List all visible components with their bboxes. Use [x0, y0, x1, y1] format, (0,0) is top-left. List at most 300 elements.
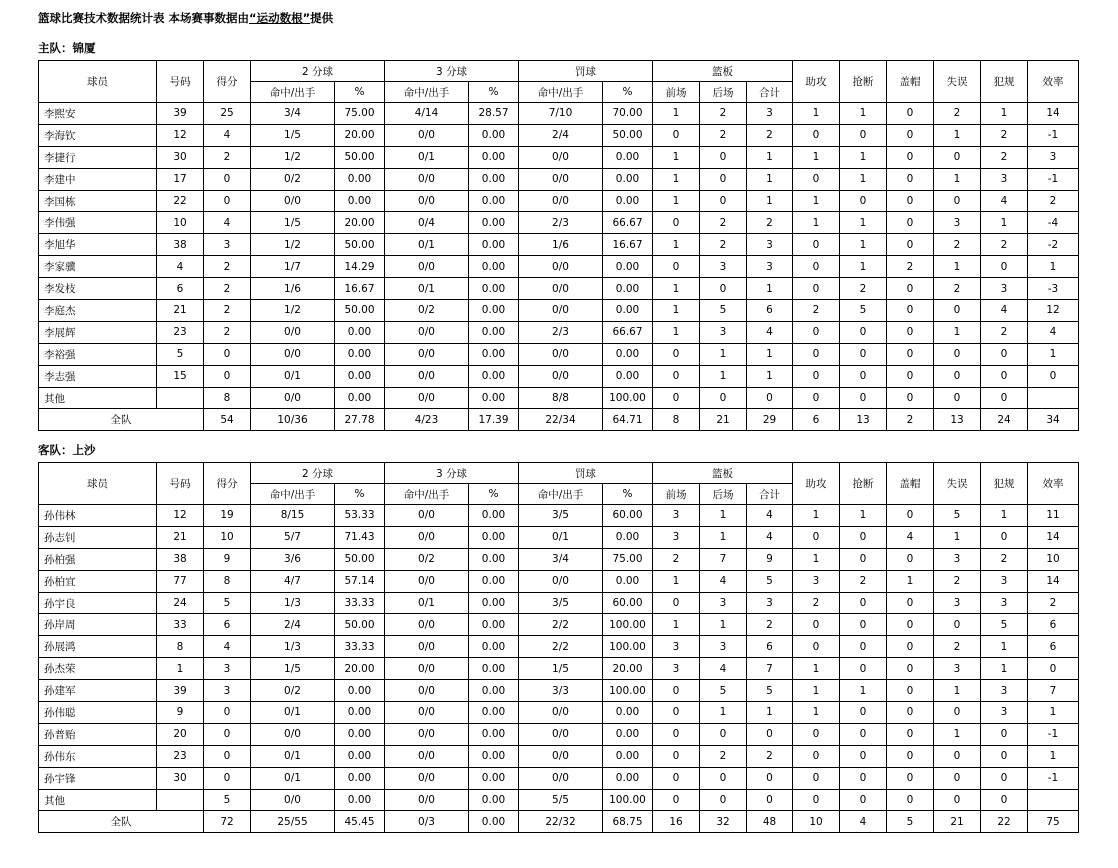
cell-number: 22 [157, 190, 204, 212]
cell-turnovers: 1 [934, 256, 981, 278]
cell-fouls: 4 [981, 300, 1028, 322]
cell-turnovers: 0 [934, 300, 981, 322]
cell-efficiency: 2 [1028, 592, 1079, 614]
cell-pct: 0.00 [603, 168, 653, 190]
cell-pct: 0.00 [603, 526, 653, 548]
cell-points: 0 [204, 168, 251, 190]
cell-pct: 0.00 [335, 702, 385, 724]
cell-fouls: 3 [981, 278, 1028, 300]
cell-fouls: 0 [981, 767, 1028, 789]
home-stats-table [38, 60, 1079, 431]
cell-pct: 0.00 [603, 278, 653, 300]
cell-made: 0/0 [519, 767, 603, 789]
cell-total: 6 [747, 636, 793, 658]
cell-team-total: 10 [793, 811, 840, 833]
cell-off: 0 [653, 256, 700, 278]
header-def-reb: 后场 [700, 484, 747, 505]
cell-number: 23 [157, 745, 204, 767]
cell-made: 0/1 [385, 592, 469, 614]
cell-number: 30 [157, 146, 204, 168]
cell-total: 1 [747, 168, 793, 190]
cell-steals: 0 [840, 745, 887, 767]
header-rebounds: 篮板 [653, 463, 793, 484]
cell-team-total: 68.75 [603, 811, 653, 833]
cell-fouls: 1 [981, 505, 1028, 527]
cell-made: 0/0 [519, 702, 603, 724]
cell-made: 0/2 [251, 680, 335, 702]
cell-made: 1/6 [519, 234, 603, 256]
header-pct: % [335, 82, 385, 103]
cell-team-total: 22/34 [519, 409, 603, 431]
document-title [38, 10, 333, 26]
cell-blocks: 0 [887, 658, 934, 680]
cell-points: 0 [204, 702, 251, 724]
cell-turnovers: 3 [934, 548, 981, 570]
header-blocks: 盖帽 [887, 463, 934, 505]
cell-made: 1/5 [519, 658, 603, 680]
cell-turnovers: 1 [934, 321, 981, 343]
cell-points: 0 [204, 365, 251, 387]
player-row [39, 592, 1079, 614]
cell-total: 3 [747, 234, 793, 256]
cell-player: 孙柏宜 [39, 570, 157, 592]
cell-pct: 0.00 [469, 702, 519, 724]
cell-made: 1/5 [251, 212, 335, 234]
cell-number: 17 [157, 168, 204, 190]
cell-fouls: 3 [981, 680, 1028, 702]
cell-made: 1/2 [251, 146, 335, 168]
cell-steals: 1 [840, 505, 887, 527]
cell-total: 2 [747, 124, 793, 146]
cell-number: 23 [157, 321, 204, 343]
cell-def: 0 [700, 190, 747, 212]
cell-made: 3/5 [519, 592, 603, 614]
cell-pct: 0.00 [469, 723, 519, 745]
cell-blocks: 0 [887, 767, 934, 789]
header-player: 球员 [39, 463, 157, 505]
player-row [39, 278, 1079, 300]
cell-pct: 0.00 [469, 505, 519, 527]
cell-off: 1 [653, 168, 700, 190]
header-off-reb: 前场 [653, 82, 700, 103]
cell-made: 0/0 [385, 680, 469, 702]
header-number: 号码 [157, 61, 204, 103]
cell-turnovers: 0 [934, 789, 981, 811]
cell-team-total: 22 [981, 811, 1028, 833]
cell-assists: 0 [793, 343, 840, 365]
cell-efficiency: 6 [1028, 614, 1079, 636]
cell-off: 0 [653, 365, 700, 387]
cell-made: 2/2 [519, 614, 603, 636]
cell-pct: 57.14 [335, 570, 385, 592]
cell-team-total: 10/36 [251, 409, 335, 431]
cell-turnovers: 0 [934, 702, 981, 724]
cell-fouls: 0 [981, 365, 1028, 387]
cell-made: 0/0 [385, 124, 469, 146]
cell-pct: 53.33 [335, 505, 385, 527]
cell-blocks: 0 [887, 614, 934, 636]
cell-total: 3 [747, 592, 793, 614]
cell-number: 15 [157, 365, 204, 387]
cell-blocks: 0 [887, 680, 934, 702]
header-total-reb: 合计 [747, 82, 793, 103]
header-turnovers: 失误 [934, 463, 981, 505]
cell-number: 30 [157, 767, 204, 789]
cell-pct: 0.00 [603, 146, 653, 168]
cell-made: 7/10 [519, 103, 603, 125]
cell-efficiency: 3 [1028, 146, 1079, 168]
cell-assists: 0 [793, 789, 840, 811]
cell-off: 0 [653, 702, 700, 724]
cell-steals: 1 [840, 103, 887, 125]
cell-turnovers: 3 [934, 212, 981, 234]
cell-team-total-label: 全队 [39, 409, 204, 431]
cell-made: 0/0 [251, 387, 335, 409]
cell-pct: 0.00 [603, 745, 653, 767]
cell-assists: 0 [793, 745, 840, 767]
cell-made: 1/5 [251, 124, 335, 146]
cell-total: 5 [747, 570, 793, 592]
cell-made: 0/0 [519, 723, 603, 745]
cell-total: 4 [747, 526, 793, 548]
cell-pct: 0.00 [603, 300, 653, 322]
header-row [39, 61, 1079, 82]
cell-points: 0 [204, 190, 251, 212]
title-prefix: 篮球比赛技术数据统计表 本场赛事数据由 [38, 11, 250, 25]
header-assists: 助攻 [793, 61, 840, 103]
cell-pct: 0.00 [469, 658, 519, 680]
cell-blocks: 0 [887, 300, 934, 322]
header-two-pt: 2 分球 [251, 463, 385, 484]
cell-player: 孙展鸿 [39, 636, 157, 658]
cell-made: 0/1 [385, 234, 469, 256]
player-row [39, 256, 1079, 278]
cell-steals: 2 [840, 570, 887, 592]
cell-steals: 0 [840, 548, 887, 570]
cell-made: 0/0 [519, 256, 603, 278]
cell-fouls: 5 [981, 614, 1028, 636]
cell-pct: 60.00 [603, 592, 653, 614]
away-stats-table [38, 462, 1079, 833]
cell-player: 李庭杰 [39, 300, 157, 322]
player-row [39, 614, 1079, 636]
player-row [39, 343, 1079, 365]
data-provider-link[interactable]: “运动数根” [249, 11, 311, 25]
cell-pct: 0.00 [469, 190, 519, 212]
player-row [39, 636, 1079, 658]
cell-blocks: 0 [887, 636, 934, 658]
cell-efficiency: 14 [1028, 103, 1079, 125]
player-row [39, 680, 1079, 702]
cell-off: 0 [653, 124, 700, 146]
cell-made: 0/2 [385, 548, 469, 570]
cell-pct: 0.00 [335, 680, 385, 702]
cell-def: 0 [700, 789, 747, 811]
cell-pct: 0.00 [469, 234, 519, 256]
player-row [39, 103, 1079, 125]
cell-number: 39 [157, 103, 204, 125]
cell-off: 1 [653, 190, 700, 212]
cell-made: 0/0 [385, 702, 469, 724]
cell-made: 0/0 [519, 278, 603, 300]
header-points: 得分 [204, 463, 251, 505]
cell-made: 0/0 [519, 570, 603, 592]
cell-team-total-label: 全队 [39, 811, 204, 833]
cell-team-total: 54 [204, 409, 251, 431]
cell-off: 0 [653, 789, 700, 811]
cell-fouls: 4 [981, 190, 1028, 212]
cell-made: 2/4 [519, 124, 603, 146]
cell-pct: 28.57 [469, 103, 519, 125]
cell-off: 1 [653, 570, 700, 592]
cell-pct: 0.00 [469, 526, 519, 548]
cell-total: 5 [747, 680, 793, 702]
cell-turnovers: 0 [934, 745, 981, 767]
cell-steals: 1 [840, 146, 887, 168]
cell-blocks: 0 [887, 505, 934, 527]
cell-fouls: 0 [981, 256, 1028, 278]
cell-pct: 75.00 [335, 103, 385, 125]
cell-efficiency [1028, 789, 1079, 811]
cell-made: 0/0 [519, 190, 603, 212]
cell-efficiency: -1 [1028, 168, 1079, 190]
cell-steals: 0 [840, 343, 887, 365]
cell-efficiency: 1 [1028, 256, 1079, 278]
cell-made: 0/0 [385, 505, 469, 527]
cell-player: 孙普贻 [39, 723, 157, 745]
cell-pct: 0.00 [469, 321, 519, 343]
player-row [39, 658, 1079, 680]
cell-steals: 5 [840, 300, 887, 322]
cell-points: 0 [204, 767, 251, 789]
cell-pct: 0.00 [469, 680, 519, 702]
cell-def: 3 [700, 636, 747, 658]
cell-team-total: 4/23 [385, 409, 469, 431]
cell-turnovers: 1 [934, 526, 981, 548]
header-free-throw: 罚球 [519, 61, 653, 82]
cell-turnovers: 0 [934, 343, 981, 365]
cell-total: 4 [747, 505, 793, 527]
cell-assists: 1 [793, 680, 840, 702]
cell-made: 4/14 [385, 103, 469, 125]
cell-steals: 0 [840, 614, 887, 636]
cell-made: 0/0 [385, 387, 469, 409]
cell-pct: 0.00 [335, 190, 385, 212]
cell-turnovers: 0 [934, 365, 981, 387]
cell-made: 2/4 [251, 614, 335, 636]
cell-efficiency: -3 [1028, 278, 1079, 300]
cell-off: 1 [653, 614, 700, 636]
cell-fouls: 3 [981, 592, 1028, 614]
cell-made: 0/0 [385, 614, 469, 636]
cell-number: 5 [157, 343, 204, 365]
cell-made: 2/2 [519, 636, 603, 658]
cell-assists: 0 [793, 614, 840, 636]
cell-assists: 2 [793, 300, 840, 322]
cell-player: 李建中 [39, 168, 157, 190]
cell-total: 0 [747, 767, 793, 789]
header-steals: 抢断 [840, 463, 887, 505]
header-steals: 抢断 [840, 61, 887, 103]
cell-assists: 3 [793, 570, 840, 592]
header-pct: % [469, 82, 519, 103]
cell-efficiency: 4 [1028, 321, 1079, 343]
cell-pct: 20.00 [335, 658, 385, 680]
cell-assists: 0 [793, 767, 840, 789]
cell-points: 4 [204, 636, 251, 658]
cell-made: 3/5 [519, 505, 603, 527]
cell-team-total: 64.71 [603, 409, 653, 431]
cell-pct: 100.00 [603, 636, 653, 658]
cell-made: 2/3 [519, 212, 603, 234]
cell-made: 3/6 [251, 548, 335, 570]
cell-steals: 0 [840, 592, 887, 614]
cell-team-total: 17.39 [469, 409, 519, 431]
cell-blocks: 0 [887, 343, 934, 365]
cell-def: 1 [700, 526, 747, 548]
cell-total: 4 [747, 321, 793, 343]
header-made-att: 命中/出手 [385, 484, 469, 505]
cell-team-total: 32 [700, 811, 747, 833]
cell-made: 0/0 [385, 723, 469, 745]
cell-pct: 0.00 [603, 256, 653, 278]
cell-made: 0/1 [385, 278, 469, 300]
cell-made: 0/0 [385, 636, 469, 658]
cell-pct: 70.00 [603, 103, 653, 125]
cell-off: 1 [653, 234, 700, 256]
header-free-throw: 罚球 [519, 463, 653, 484]
cell-pct: 0.00 [469, 343, 519, 365]
cell-number: 21 [157, 526, 204, 548]
header-fouls: 犯规 [981, 61, 1028, 103]
cell-efficiency: 12 [1028, 300, 1079, 322]
cell-pct: 0.00 [335, 168, 385, 190]
cell-points: 3 [204, 680, 251, 702]
cell-pct: 50.00 [335, 614, 385, 636]
cell-pct: 0.00 [603, 723, 653, 745]
header-turnovers: 失误 [934, 61, 981, 103]
cell-turnovers: 2 [934, 636, 981, 658]
cell-made: 0/0 [251, 343, 335, 365]
cell-blocks: 0 [887, 789, 934, 811]
cell-points: 0 [204, 723, 251, 745]
cell-turnovers: 2 [934, 570, 981, 592]
header-def-reb: 后场 [700, 82, 747, 103]
player-row [39, 570, 1079, 592]
cell-blocks: 0 [887, 723, 934, 745]
cell-total: 2 [747, 614, 793, 636]
cell-assists: 1 [793, 146, 840, 168]
cell-blocks: 0 [887, 702, 934, 724]
cell-pct: 66.67 [603, 212, 653, 234]
cell-steals: 0 [840, 702, 887, 724]
cell-made: 0/0 [385, 256, 469, 278]
header-three-pt: 3 分球 [385, 463, 519, 484]
cell-efficiency: -1 [1028, 124, 1079, 146]
player-row [39, 321, 1079, 343]
cell-player: 李旭华 [39, 234, 157, 256]
cell-def: 2 [700, 234, 747, 256]
cell-def: 3 [700, 256, 747, 278]
cell-points: 5 [204, 592, 251, 614]
player-row [39, 789, 1079, 811]
player-row [39, 387, 1079, 409]
cell-assists: 0 [793, 234, 840, 256]
cell-steals: 0 [840, 636, 887, 658]
cell-blocks: 0 [887, 387, 934, 409]
cell-pct: 20.00 [335, 212, 385, 234]
cell-made: 1/2 [251, 234, 335, 256]
header-fouls: 犯规 [981, 463, 1028, 505]
header-made-att: 命中/出手 [519, 82, 603, 103]
cell-number: 1 [157, 658, 204, 680]
cell-pct: 0.00 [603, 767, 653, 789]
cell-total: 0 [747, 789, 793, 811]
cell-team-total: 21 [700, 409, 747, 431]
team-total-row [39, 409, 1079, 431]
cell-turnovers: 0 [934, 146, 981, 168]
cell-efficiency [1028, 387, 1079, 409]
cell-turnovers: 2 [934, 234, 981, 256]
cell-points: 2 [204, 321, 251, 343]
cell-fouls: 0 [981, 526, 1028, 548]
header-efficiency: 效率 [1028, 61, 1079, 103]
player-row [39, 767, 1079, 789]
cell-steals: 2 [840, 278, 887, 300]
cell-total: 6 [747, 300, 793, 322]
cell-pct: 50.00 [335, 146, 385, 168]
cell-assists: 1 [793, 212, 840, 234]
player-row [39, 548, 1079, 570]
cell-points: 8 [204, 570, 251, 592]
cell-efficiency: 2 [1028, 190, 1079, 212]
cell-turnovers: 1 [934, 680, 981, 702]
cell-team-total: 22/32 [519, 811, 603, 833]
cell-assists: 0 [793, 321, 840, 343]
cell-efficiency: -1 [1028, 723, 1079, 745]
cell-off: 0 [653, 723, 700, 745]
cell-points: 5 [204, 789, 251, 811]
cell-off: 1 [653, 321, 700, 343]
title-suffix: 提供 [310, 11, 334, 25]
cell-made: 0/0 [519, 300, 603, 322]
cell-blocks: 4 [887, 526, 934, 548]
cell-assists: 1 [793, 702, 840, 724]
cell-efficiency: 0 [1028, 365, 1079, 387]
cell-pct: 75.00 [603, 548, 653, 570]
cell-made: 0/0 [385, 526, 469, 548]
cell-number: 20 [157, 723, 204, 745]
cell-made: 1/6 [251, 278, 335, 300]
cell-made: 0/4 [385, 212, 469, 234]
cell-efficiency: 7 [1028, 680, 1079, 702]
cell-turnovers: 2 [934, 103, 981, 125]
cell-points: 0 [204, 343, 251, 365]
cell-made: 0/0 [385, 321, 469, 343]
cell-player: 孙宇锋 [39, 767, 157, 789]
header-assists: 助攻 [793, 463, 840, 505]
cell-def: 5 [700, 680, 747, 702]
cell-pct: 71.43 [335, 526, 385, 548]
cell-steals: 0 [840, 365, 887, 387]
cell-total: 2 [747, 745, 793, 767]
cell-made: 0/0 [519, 745, 603, 767]
cell-points: 3 [204, 234, 251, 256]
cell-assists: 0 [793, 124, 840, 146]
cell-blocks: 0 [887, 168, 934, 190]
cell-made: 5/7 [251, 526, 335, 548]
cell-pct: 20.00 [335, 124, 385, 146]
